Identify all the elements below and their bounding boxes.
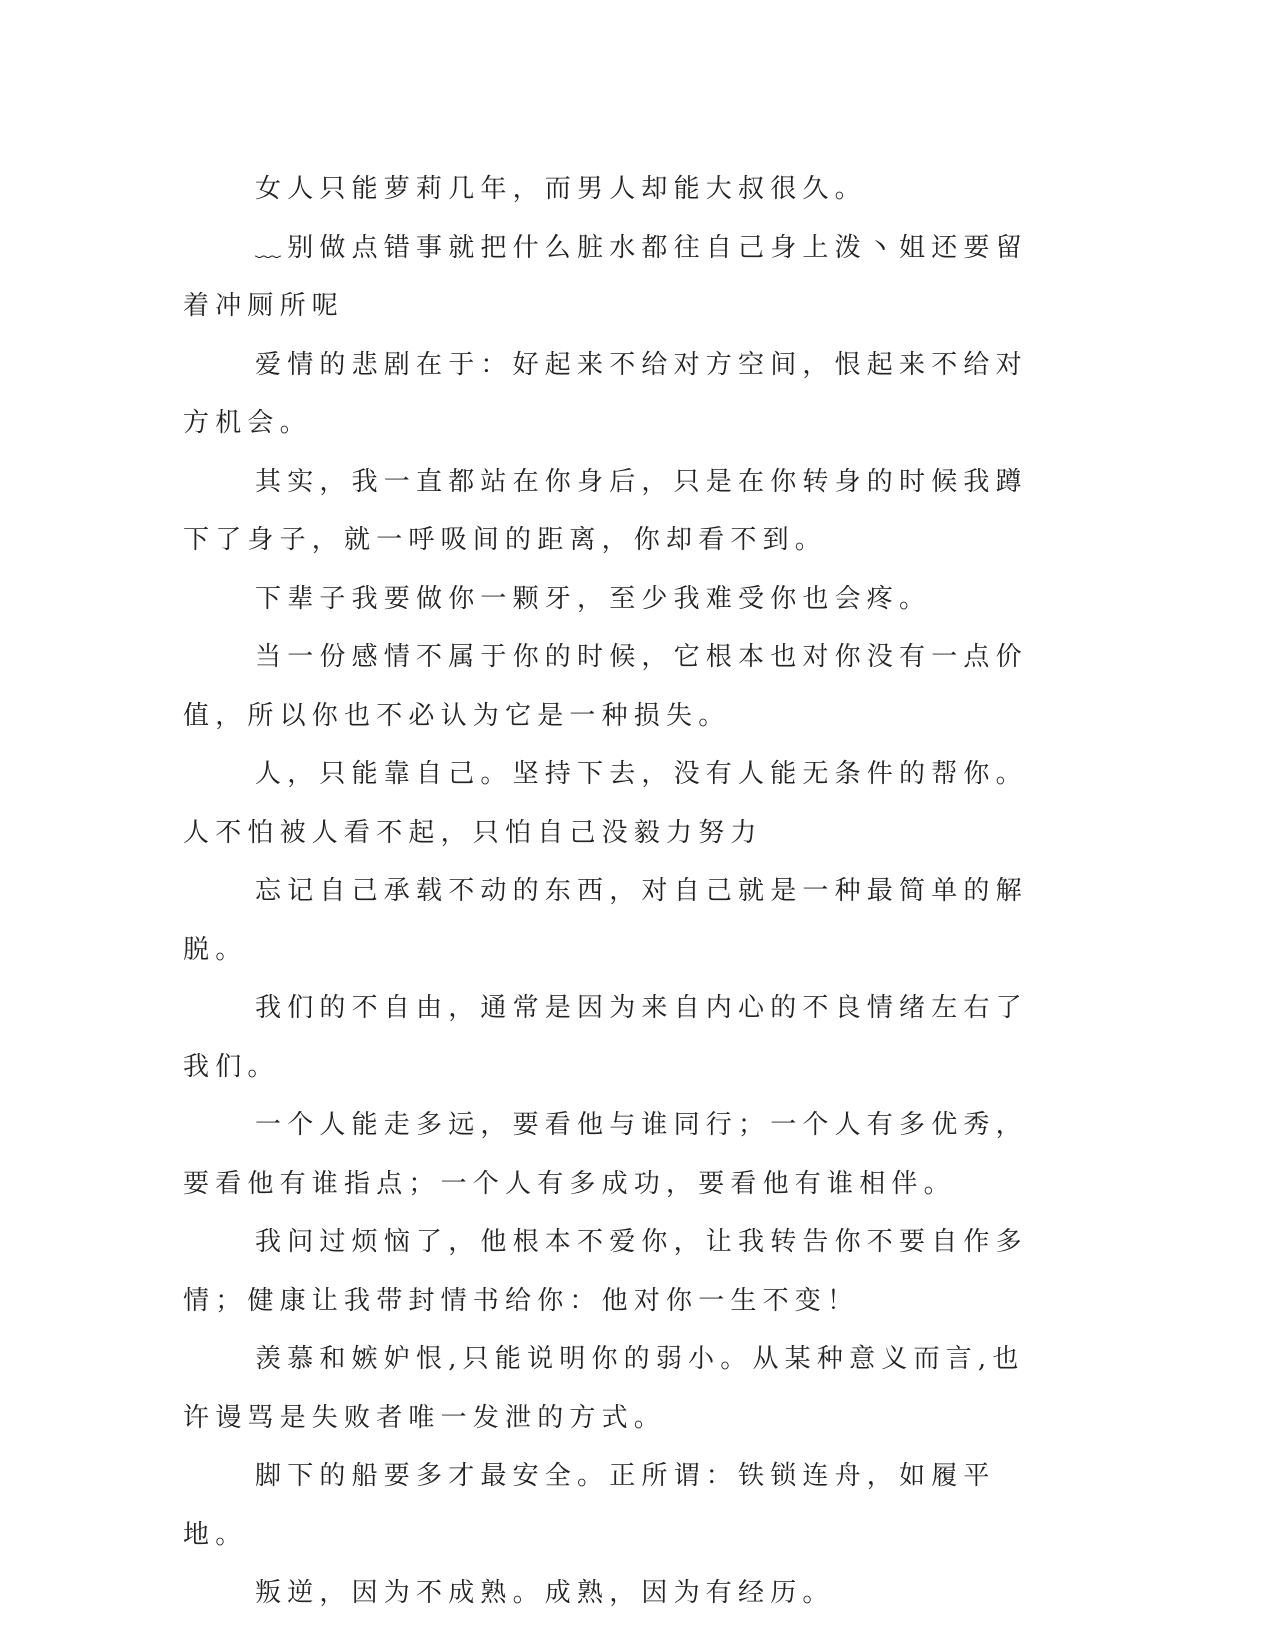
paragraph: 一个人能走多远，要看他与谁同行；一个人有多优秀，要看他有谁指点；一个人有多成功，要看他有谁相伴。 — [183, 1110, 1028, 1199]
paragraph: 羡慕和嫉妒恨,只能说明你的弱小。从某种意义而言,也许谩骂是失败者唯一发泄的方式。 — [183, 1344, 1025, 1433]
paragraph: 女人只能萝莉几年，而男人却能大叔很久。 — [255, 174, 867, 204]
paragraph: 叛逆，因为不成熟。成熟，因为有经历。 — [255, 1578, 835, 1608]
paragraph: 我们的不自由，通常是因为来自内心的不良情绪左右了我们。 — [183, 993, 1028, 1082]
paragraph: 忘记自己承载不动的东西，对自己就是一种最简单的解脱。 — [183, 876, 1028, 965]
paragraph: 爱情的悲剧在于：好起来不给对方空间，恨起来不给对方机会。 — [183, 349, 1028, 438]
paragraph: 当一份感情不属于你的时候，它根本也对你没有一点价值，所以你也不必认为它是一种损失。 — [183, 642, 1028, 731]
paragraph: 我问过烦恼了，他根本不爱你，让我转告你不要自作多情；健康让我带封情书给你：他对你一生不变！ — [183, 1227, 1028, 1316]
paragraph: 其实，我一直都站在你身后，只是在你转身的时候我蹲下了身子，就一呼吸间的距离，你却看不到。 — [183, 466, 1028, 555]
paragraph: ﹏别做点错事就把什么脏水都往自己身上泼丶姐还要留着冲厕所呢 — [183, 232, 1028, 321]
document-body — [183, 160, 1043, 1623]
paragraph: 下辈子我要做你一颗牙，至少我难受你也会疼。 — [255, 583, 932, 614]
paragraph: 人，只能靠自己。坚持下去，没有人能无条件的帮你。人不怕被人看不起，只怕自己没毅力努力 — [183, 759, 1028, 848]
paragraph: 脚下的船要多才最安全。正所谓：铁锁连舟，如履平地。 — [183, 1461, 996, 1550]
